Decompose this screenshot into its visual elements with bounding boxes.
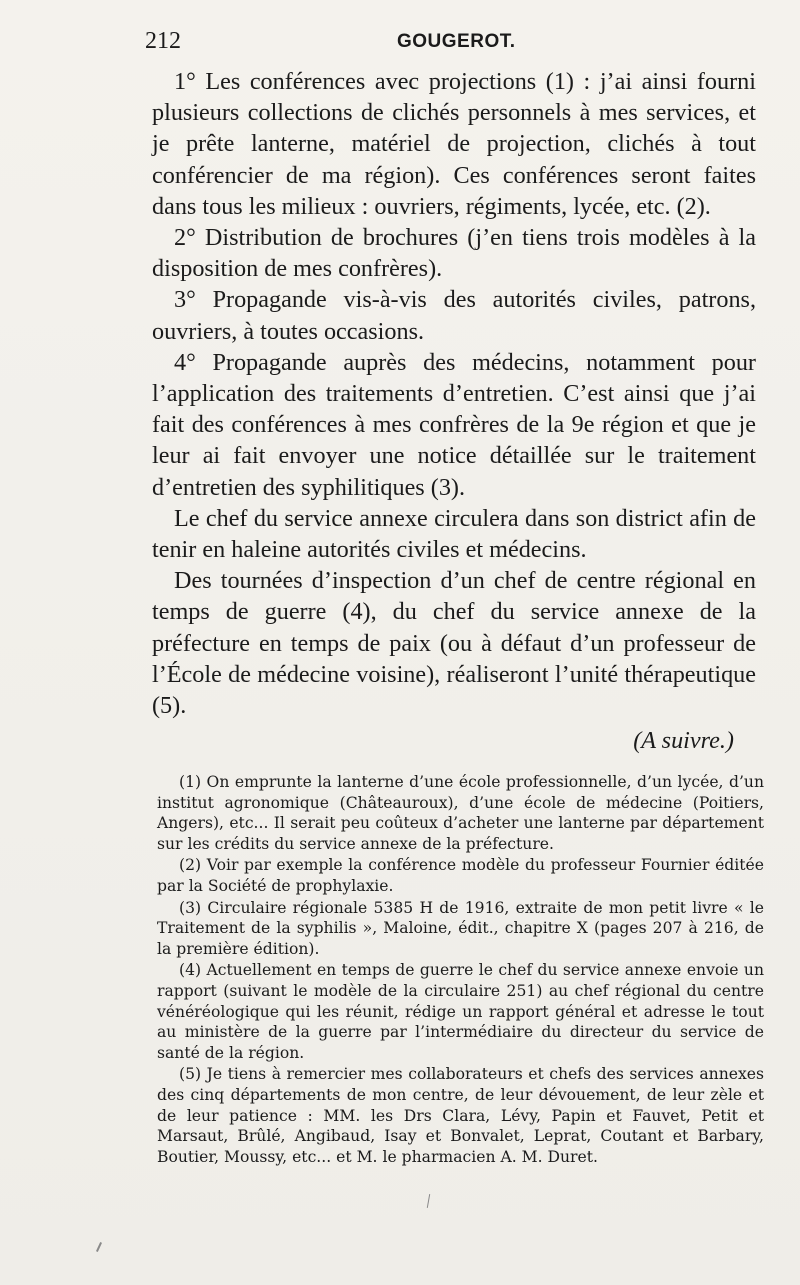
footnote-2: (2) Voir par exemple la conférence modèle du professeur Fournier éditée par la Société de prophylaxie.: [157, 856, 764, 895]
paragraph-inspections: Des tournées d’inspection d’un chef de centre régional en temps de guerre (4), du chef du service annexe de la préfecture en temps de paix (ou à défaut d’un professeur de l’École de médecine voisine), réaliseront l’unité thérapeutique (5).: [152, 567, 756, 720]
body-text: [152, 66, 756, 756]
paragraph-doctors: 4° Propagande auprès des médecins, notamment pour l’application des traitements d’entretien. C’est ainsi que j’ai fait des conférences à mes confrères de la 9e région et que je leur ai fait envoyer une notice détaillée sur le traitement d’entretien des syphilitiques (3).: [152, 348, 756, 501]
footnote-1: (1) On emprunte la lanterne d’une école professionnelle, d’un lycée, d’un institut agronomique (Châteauroux), d’une école de médecine (Poitiers, Angers), etc... Il serait peu coûteux d’acheter une lanterne par département sur les crédits du service annexe de la préfecture.: [157, 773, 764, 853]
scan-speck: [427, 1194, 430, 1208]
footnote-4: (4) Actuellement en temps de guerre le chef du service annexe envoie un rapport (suivant le modèle de la circulaire 251) au chef régional du centre vénéréologique qui les réunit, rédige un rapport général et adresse le tout au ministère de la guerre par l’intermédiaire du directeur du service de santé de la région.: [157, 961, 764, 1062]
footnote-5: (5) Je tiens à remercier mes collaborateurs et chefs des services annexes des cinq départements de mon centre, de leur dévouement, de leur zèle et de leur patience : MM. les Drs Clara, Lévy, Papin et Fauvet, Petit et Marsaut, Brûlé, Angibaud, Isay et Bonvalet, Leprat, Coutant et Barbary, Boutier, Moussy, etc... et M. le pharmacien A. M. Duret.: [157, 1065, 764, 1166]
paragraph-service-chief: Le chef du service annexe circulera dans son district afin de tenir en haleine autorités civiles et médecins.: [152, 504, 756, 564]
paragraph-conferences: 1° Les conférences avec projections (1) : j’ai ainsi fourni plusieurs collections de clichés personnels à mes services, et je prête lanterne, matériel de projection, clichés à tout conférencier de ma région). Ces conférences seront faites dans tous les milieux : ouvriers, régiments, lycée, etc. (2).: [152, 68, 756, 220]
to-be-continued-text: (A suivre.): [633, 727, 734, 755]
footnote-3: (3) Circulaire régionale 5385 H de 1916, extraite de mon petit livre « le Traitement de la syphilis », Maloine, édit., chapitre X (pages 207 à 216, de la première édition).: [157, 898, 764, 958]
running-title: GOUGEROT.: [397, 31, 516, 52]
page-header: [145, 28, 760, 58]
to-be-continued: [152, 725, 756, 756]
page-number: 212: [145, 28, 181, 54]
paragraph-brochures: 2° Distribution de brochures (j’en tiens trois modèles à la disposition de mes confrères).: [152, 224, 756, 283]
footnotes: [157, 772, 764, 1168]
paragraph-authorities: 3° Propagande vis-à-vis des autorités civiles, patrons, ouvriers, à toutes occasions.: [152, 286, 756, 345]
scan-speck: [96, 1242, 102, 1252]
